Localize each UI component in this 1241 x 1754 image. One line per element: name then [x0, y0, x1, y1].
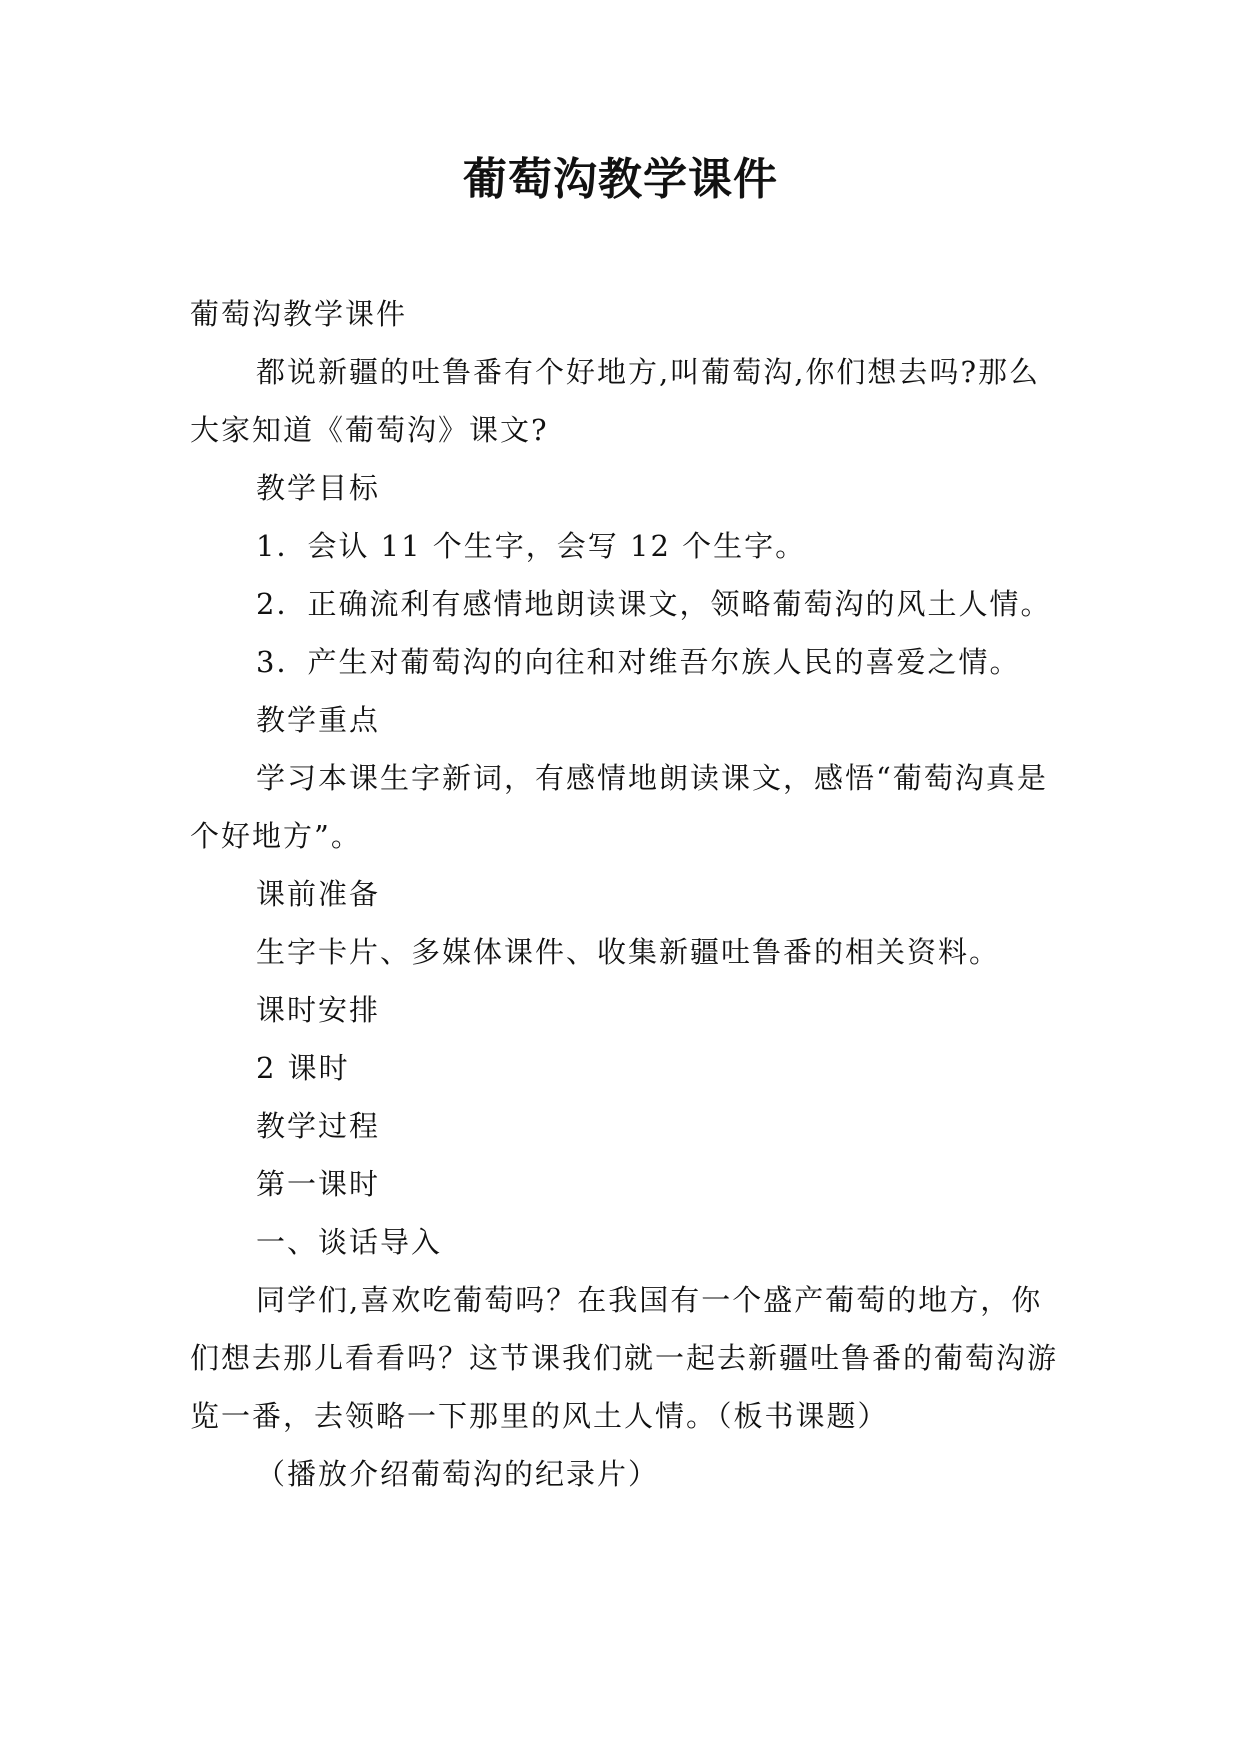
- document-body: [190, 285, 1070, 1503]
- section-heading-intro-talk: 一、谈话导入: [256, 1225, 443, 1259]
- section-heading-schedule: 课时安排: [256, 993, 381, 1027]
- paragraph-intro: 都说新疆的吐鲁番有个好地方,叫葡萄沟,你们想去吗?那么大家知道《葡萄沟》课文?: [190, 355, 1040, 447]
- section-heading-focus: 教学重点: [256, 703, 381, 737]
- goal-item-2: 2．正确流利有感情地朗读课文，领略葡萄沟的风土人情。: [256, 587, 1052, 621]
- goal-item-3: 3．产生对葡萄沟的向往和对维吾尔族人民的喜爱之情。: [256, 645, 1021, 679]
- section-heading-goals: 教学目标: [256, 471, 381, 505]
- paragraph-intro-talk: 同学们,喜欢吃葡萄吗？在我国有一个盛产葡萄的地方，你们想去那儿看看吗？这节课我们就一起去新疆吐鲁番的葡萄沟游览一番，去领略一下那里的风土人情。（板书课题）: [190, 1283, 1059, 1433]
- paragraph-heading: 葡萄沟教学课件: [190, 297, 408, 331]
- paragraph-schedule: 2 课时: [256, 1051, 350, 1085]
- section-heading-preparation: 课前准备: [256, 877, 381, 911]
- paragraph-video-note: （播放介绍葡萄沟的纪录片）: [256, 1457, 660, 1491]
- paragraph-preparation: 生字卡片、多媒体课件、收集新疆吐鲁番的相关资料。: [256, 935, 1001, 969]
- paragraph-focus: 学习本课生字新词，有感情地朗读课文，感悟“葡萄沟真是个好地方”。: [190, 761, 1048, 853]
- document-title: 葡萄沟教学课件: [463, 154, 778, 205]
- section-heading-lesson-1: 第一课时: [256, 1167, 381, 1201]
- goal-item-1: 1．会认 11 个生字，会写 12 个生字。: [256, 529, 807, 563]
- section-heading-process: 教学过程: [256, 1109, 381, 1143]
